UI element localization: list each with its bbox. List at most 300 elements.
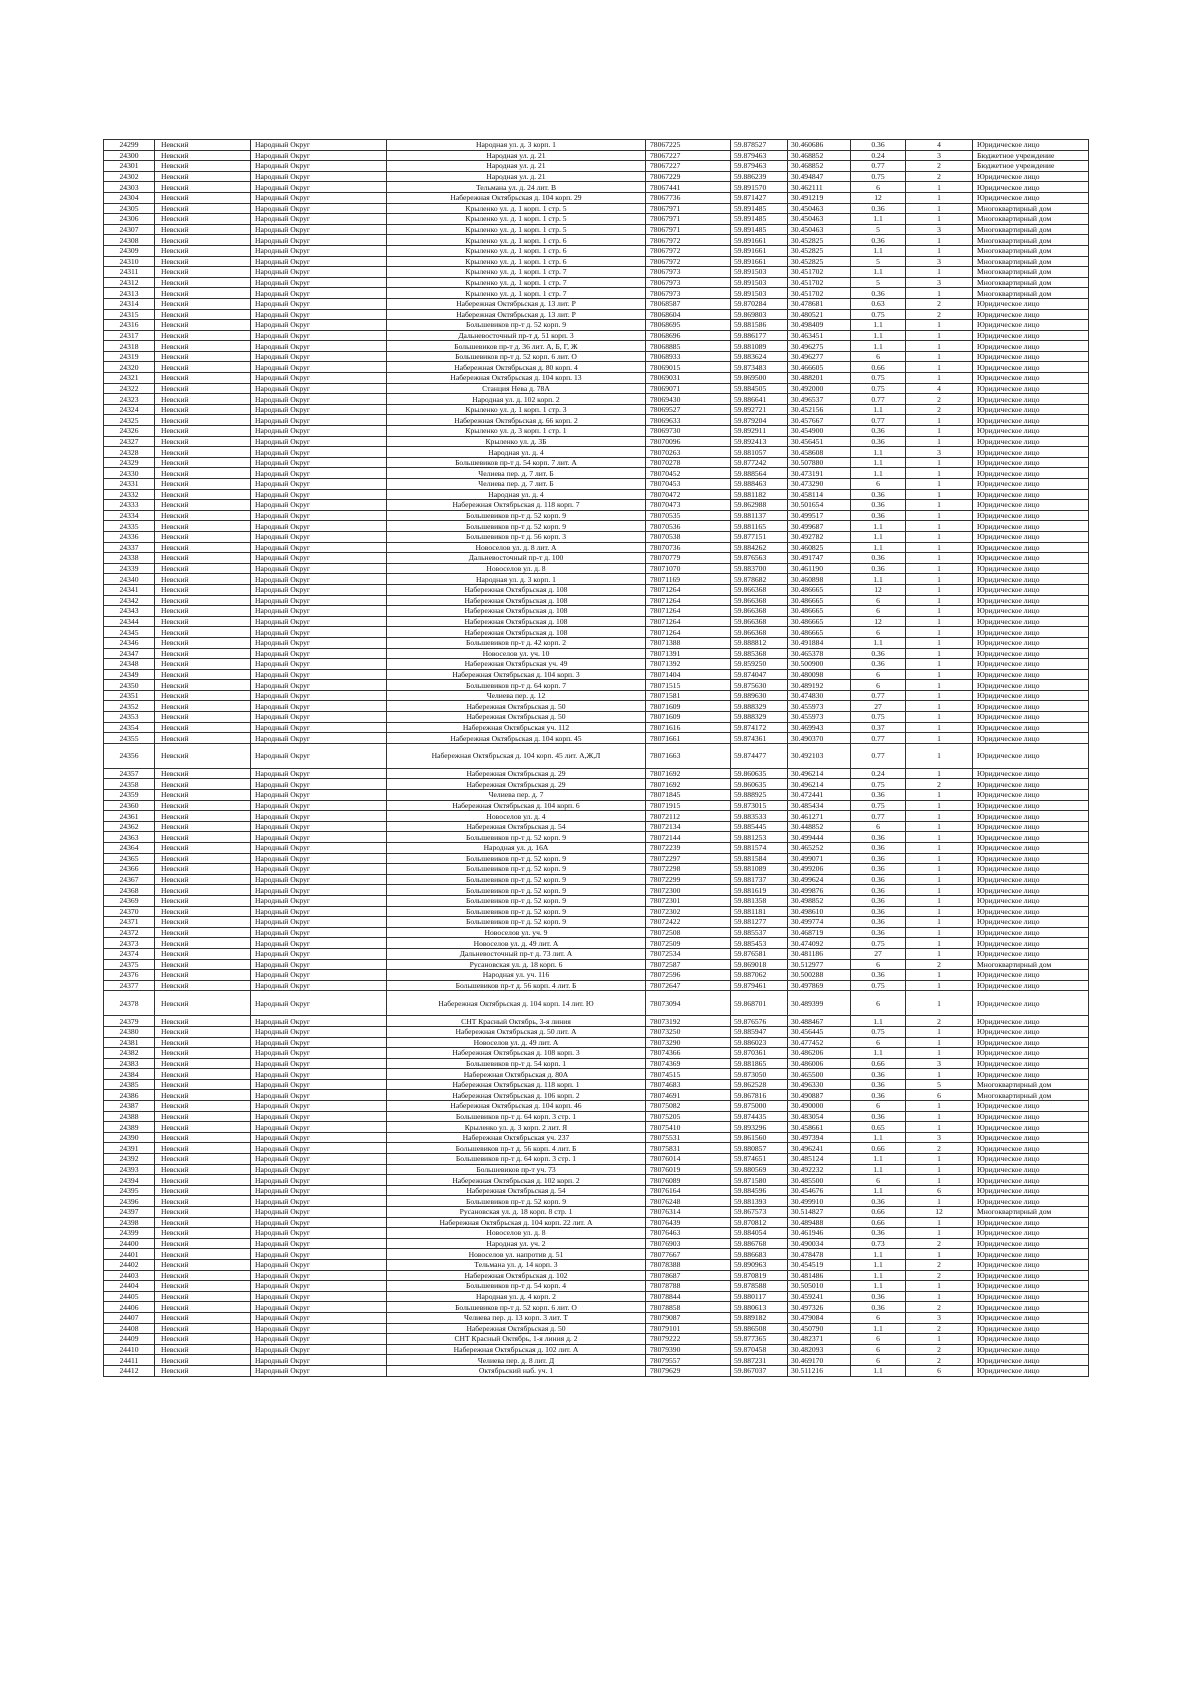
row-number: 24311: [104, 267, 155, 278]
district-cell: Невский: [155, 574, 251, 585]
value-cell: 0.36: [851, 864, 906, 875]
object-code-cell: 78071169: [646, 574, 731, 585]
count-cell: 1: [906, 821, 973, 832]
value-cell: 6: [851, 595, 906, 606]
count-cell: 2: [906, 404, 973, 415]
latitude-cell: 59.885537: [731, 927, 788, 938]
district-cell: Невский: [155, 1302, 251, 1313]
district-cell: Невский: [155, 510, 251, 521]
latitude-cell: 59.871580: [731, 1175, 788, 1186]
district-cell: Невский: [155, 1196, 251, 1207]
count-cell: 2: [906, 161, 973, 172]
owner-type-cell: Бюджетное учреждение: [973, 150, 1089, 161]
address-cell: Новоселов ул. уч. 9: [387, 927, 646, 938]
value-cell: 0.36: [851, 436, 906, 447]
address-cell: Большевиков пр-т д. 52 корп. 6 лит. О: [387, 351, 646, 362]
district-cell: Невский: [155, 885, 251, 896]
table-row: [104, 1026, 1089, 1037]
district-cell: Невский: [155, 309, 251, 320]
row-number: 24305: [104, 203, 155, 214]
municipal-district-cell: Народный Округ: [251, 1111, 387, 1122]
table-row: [104, 1016, 1089, 1027]
longitude-cell: 30.468852: [788, 161, 851, 172]
longitude-cell: 30.448852: [788, 821, 851, 832]
object-code-cell: 78076019: [646, 1164, 731, 1175]
value-cell: 1.1: [851, 1270, 906, 1281]
count-cell: 12: [906, 1207, 973, 1218]
object-code-cell: 78071264: [646, 616, 731, 627]
latitude-cell: 59.866368: [731, 627, 788, 638]
district-cell: Невский: [155, 1037, 251, 1048]
owner-type-cell: Юридическое лицо: [973, 616, 1089, 627]
longitude-cell: 30.497394: [788, 1132, 851, 1143]
municipal-district-cell: Народный Округ: [251, 298, 387, 309]
table-row: [104, 811, 1089, 822]
municipal-district-cell: Народный Округ: [251, 330, 387, 341]
table-row: [104, 1132, 1089, 1143]
owner-type-cell: Юридическое лицо: [973, 1281, 1089, 1292]
object-code-cell: 78072587: [646, 959, 731, 970]
district-cell: Невский: [155, 906, 251, 917]
table-row: [104, 468, 1089, 479]
address-cell: Набережная Октябрьская д. 80 корп. 4: [387, 362, 646, 373]
table-row: [104, 553, 1089, 564]
count-cell: 1: [906, 790, 973, 801]
owner-type-cell: Юридическое лицо: [973, 627, 1089, 638]
municipal-district-cell: Народный Округ: [251, 510, 387, 521]
longitude-cell: 30.473290: [788, 479, 851, 490]
table-row: [104, 1312, 1089, 1323]
address-cell: Большевиков пр-т д. 52 корп. 9: [387, 917, 646, 928]
latitude-cell: 59.881165: [731, 521, 788, 532]
district-cell: Невский: [155, 351, 251, 362]
owner-type-cell: Многоквартирный дом: [973, 245, 1089, 256]
owner-type-cell: Юридическое лицо: [973, 330, 1089, 341]
count-cell: 2: [906, 1270, 973, 1281]
municipal-district-cell: Народный Округ: [251, 150, 387, 161]
value-cell: 0.36: [851, 140, 906, 151]
owner-type-cell: Юридическое лицо: [973, 1164, 1089, 1175]
latitude-cell: 59.885453: [731, 938, 788, 949]
table-row: [104, 595, 1089, 606]
table-row: [104, 938, 1089, 949]
latitude-cell: 59.870284: [731, 298, 788, 309]
count-cell: 2: [906, 171, 973, 182]
data-table: [103, 139, 1089, 1377]
district-cell: Невский: [155, 298, 251, 309]
district-cell: Невский: [155, 1016, 251, 1027]
latitude-cell: 59.880569: [731, 1164, 788, 1175]
count-cell: 1: [906, 853, 973, 864]
object-code-cell: 78070453: [646, 479, 731, 490]
municipal-district-cell: Народный Округ: [251, 224, 387, 235]
owner-type-cell: Многоквартирный дом: [973, 203, 1089, 214]
latitude-cell: 59.880857: [731, 1143, 788, 1154]
address-cell: Набережная Октябрьская д. 108: [387, 595, 646, 606]
latitude-cell: 59.875630: [731, 680, 788, 691]
value-cell: 5: [851, 256, 906, 267]
longitude-cell: 30.450463: [788, 214, 851, 225]
row-number: 24407: [104, 1312, 155, 1323]
row-number: 24324: [104, 404, 155, 415]
address-cell: Крыленко ул. д. 1 корп. 1 стр. 5: [387, 214, 646, 225]
value-cell: 6: [851, 1312, 906, 1323]
row-number: 24343: [104, 606, 155, 617]
owner-type-cell: Юридическое лицо: [973, 701, 1089, 712]
value-cell: 6: [851, 606, 906, 617]
object-code-cell: 78067972: [646, 256, 731, 267]
longitude-cell: 30.499910: [788, 1196, 851, 1207]
longitude-cell: 30.460825: [788, 542, 851, 553]
address-cell: Большевиков пр-т д. 52 корп. 6 лит. О: [387, 1302, 646, 1313]
latitude-cell: 59.873483: [731, 362, 788, 373]
longitude-cell: 30.461190: [788, 563, 851, 574]
count-cell: 1: [906, 373, 973, 384]
district-cell: Невский: [155, 479, 251, 490]
longitude-cell: 30.490034: [788, 1238, 851, 1249]
address-cell: Крыленко ул. д. 3 корп. 1 стр. 1: [387, 426, 646, 437]
district-cell: Невский: [155, 489, 251, 500]
longitude-cell: 30.461946: [788, 1228, 851, 1239]
municipal-district-cell: Народный Округ: [251, 906, 387, 917]
municipal-district-cell: Народный Округ: [251, 1090, 387, 1101]
object-code-cell: 78070472: [646, 489, 731, 500]
district-cell: Невский: [155, 606, 251, 617]
municipal-district-cell: Народный Округ: [251, 584, 387, 595]
district-cell: Невский: [155, 970, 251, 981]
owner-type-cell: Юридическое лицо: [973, 510, 1089, 521]
table-row: [104, 991, 1089, 1016]
table-row: [104, 1175, 1089, 1186]
longitude-cell: 30.511216: [788, 1365, 851, 1376]
owner-type-cell: Юридическое лицо: [973, 690, 1089, 701]
table-row: [104, 948, 1089, 959]
object-code-cell: 78070536: [646, 521, 731, 532]
owner-type-cell: Бюджетное учреждение: [973, 161, 1089, 172]
district-cell: Невский: [155, 267, 251, 278]
owner-type-cell: Юридическое лицо: [973, 927, 1089, 938]
longitude-cell: 30.486665: [788, 595, 851, 606]
value-cell: 0.36: [851, 553, 906, 564]
owner-type-cell: Юридическое лицо: [973, 298, 1089, 309]
latitude-cell: 59.874047: [731, 669, 788, 680]
longitude-cell: 30.468852: [788, 150, 851, 161]
district-cell: Невский: [155, 1111, 251, 1122]
owner-type-cell: Юридическое лицо: [973, 790, 1089, 801]
municipal-district-cell: Народный Округ: [251, 1037, 387, 1048]
address-cell: Дальневосточный пр-т д. 73 лит. А: [387, 948, 646, 959]
municipal-district-cell: Народный Округ: [251, 832, 387, 843]
municipal-district-cell: Народный Округ: [251, 874, 387, 885]
value-cell: 1.1: [851, 1164, 906, 1175]
owner-type-cell: Юридическое лицо: [973, 895, 1089, 906]
row-number: 24367: [104, 874, 155, 885]
longitude-cell: 30.479084: [788, 1312, 851, 1323]
table-row: [104, 1344, 1089, 1355]
count-cell: 1: [906, 288, 973, 299]
row-number: 24333: [104, 500, 155, 511]
municipal-district-cell: Народный Округ: [251, 436, 387, 447]
longitude-cell: 30.498852: [788, 895, 851, 906]
value-cell: 0.77: [851, 743, 906, 768]
owner-type-cell: Юридическое лицо: [973, 320, 1089, 331]
value-cell: 0.36: [851, 832, 906, 843]
district-cell: Невский: [155, 500, 251, 511]
count-cell: 1: [906, 192, 973, 203]
table-row: [104, 394, 1089, 405]
latitude-cell: 59.876563: [731, 553, 788, 564]
object-code-cell: 78071264: [646, 584, 731, 595]
owner-type-cell: Юридическое лицо: [973, 404, 1089, 415]
row-number: 24393: [104, 1164, 155, 1175]
row-number: 24408: [104, 1323, 155, 1334]
row-number: 24404: [104, 1281, 155, 1292]
table-row: [104, 192, 1089, 203]
count-cell: 1: [906, 991, 973, 1016]
district-cell: Невский: [155, 1365, 251, 1376]
longitude-cell: 30.498610: [788, 906, 851, 917]
count-cell: 2: [906, 394, 973, 405]
row-number: 24382: [104, 1048, 155, 1059]
count-cell: 1: [906, 203, 973, 214]
object-code-cell: 78076439: [646, 1217, 731, 1228]
object-code-cell: 78078788: [646, 1281, 731, 1292]
municipal-district-cell: Народный Округ: [251, 1249, 387, 1260]
longitude-cell: 30.499876: [788, 885, 851, 896]
object-code-cell: 78069031: [646, 373, 731, 384]
owner-type-cell: Юридическое лицо: [973, 733, 1089, 744]
district-cell: Невский: [155, 404, 251, 415]
address-cell: Челиева пер. д. 7 лит. Б: [387, 479, 646, 490]
owner-type-cell: Юридическое лицо: [973, 1154, 1089, 1165]
count-cell: 2: [906, 1143, 973, 1154]
object-code-cell: 78072299: [646, 874, 731, 885]
count-cell: 1: [906, 906, 973, 917]
address-cell: Челиева пер. д. 8 лит. Д: [387, 1355, 646, 1366]
count-cell: 3: [906, 256, 973, 267]
longitude-cell: 30.466605: [788, 362, 851, 373]
district-cell: Невский: [155, 821, 251, 832]
address-cell: Большевиков пр-т д. 52 корп. 9: [387, 853, 646, 864]
latitude-cell: 59.881619: [731, 885, 788, 896]
municipal-district-cell: Народный Округ: [251, 970, 387, 981]
table-row: [104, 489, 1089, 500]
count-cell: 6: [906, 1185, 973, 1196]
address-cell: Большевиков пр-т д. 52 корп. 9: [387, 510, 646, 521]
object-code-cell: 78073094: [646, 991, 731, 1016]
district-cell: Невский: [155, 648, 251, 659]
longitude-cell: 30.465252: [788, 843, 851, 854]
district-cell: Невский: [155, 680, 251, 691]
longitude-cell: 30.480098: [788, 669, 851, 680]
object-code-cell: 78070278: [646, 457, 731, 468]
latitude-cell: 59.877365: [731, 1334, 788, 1345]
value-cell: 1.1: [851, 1249, 906, 1260]
district-cell: Невский: [155, 712, 251, 723]
owner-type-cell: Юридическое лицо: [973, 680, 1089, 691]
municipal-district-cell: Народный Округ: [251, 927, 387, 938]
object-code-cell: 78075531: [646, 1132, 731, 1143]
municipal-district-cell: Народный Округ: [251, 690, 387, 701]
owner-type-cell: Юридическое лицо: [973, 1069, 1089, 1080]
municipal-district-cell: Народный Округ: [251, 341, 387, 352]
object-code-cell: 78074515: [646, 1069, 731, 1080]
district-cell: Невский: [155, 1344, 251, 1355]
owner-type-cell: Многоквартирный дом: [973, 235, 1089, 246]
municipal-district-cell: Народный Округ: [251, 1217, 387, 1228]
object-code-cell: 78071845: [646, 790, 731, 801]
longitude-cell: 30.491884: [788, 637, 851, 648]
table-row: [104, 309, 1089, 320]
value-cell: 12: [851, 584, 906, 595]
latitude-cell: 59.881358: [731, 895, 788, 906]
latitude-cell: 59.891503: [731, 267, 788, 278]
municipal-district-cell: Народный Округ: [251, 821, 387, 832]
latitude-cell: 59.868701: [731, 991, 788, 1016]
owner-type-cell: Юридическое лицо: [973, 843, 1089, 854]
latitude-cell: 59.871427: [731, 192, 788, 203]
owner-type-cell: Юридическое лицо: [973, 182, 1089, 193]
address-cell: Русановская ул. д. 18 корп. 8 стр. 1: [387, 1207, 646, 1218]
address-cell: Набережная Октябрьская д. 102 лит. А: [387, 1344, 646, 1355]
object-code-cell: 78072508: [646, 927, 731, 938]
latitude-cell: 59.887062: [731, 970, 788, 981]
address-cell: Набережная Октябрьская д. 50: [387, 1323, 646, 1334]
longitude-cell: 30.451702: [788, 267, 851, 278]
row-number: 24342: [104, 595, 155, 606]
district-cell: Невский: [155, 616, 251, 627]
district-cell: Невский: [155, 1154, 251, 1165]
latitude-cell: 59.886177: [731, 330, 788, 341]
owner-type-cell: Юридическое лицо: [973, 383, 1089, 394]
object-code-cell: 78069527: [646, 404, 731, 415]
row-number: 24359: [104, 790, 155, 801]
district-cell: Невский: [155, 1238, 251, 1249]
value-cell: 0.77: [851, 161, 906, 172]
address-cell: Набережная Октябрьская уч. 237: [387, 1132, 646, 1143]
address-cell: Большевиков пр-т д. 36 лит. А, Б, Г, Ж: [387, 341, 646, 352]
municipal-district-cell: Народный Округ: [251, 553, 387, 564]
longitude-cell: 30.492000: [788, 383, 851, 394]
value-cell: 0.36: [851, 1228, 906, 1239]
object-code-cell: 78078844: [646, 1291, 731, 1302]
object-code-cell: 78071663: [646, 743, 731, 768]
value-cell: 0.36: [851, 659, 906, 670]
object-code-cell: 78072300: [646, 885, 731, 896]
longitude-cell: 30.494847: [788, 171, 851, 182]
municipal-district-cell: Народный Округ: [251, 1259, 387, 1270]
owner-type-cell: Юридическое лицо: [973, 1026, 1089, 1037]
count-cell: 1: [906, 330, 973, 341]
longitude-cell: 30.469943: [788, 722, 851, 733]
district-cell: Невский: [155, 235, 251, 246]
address-cell: Русановская ул. д. 18 корп. 6: [387, 959, 646, 970]
object-code-cell: 78073250: [646, 1026, 731, 1037]
row-number: 24375: [104, 959, 155, 970]
district-cell: Невский: [155, 161, 251, 172]
table-row: [104, 1365, 1089, 1376]
row-number: 24369: [104, 895, 155, 906]
row-number: 24304: [104, 192, 155, 203]
count-cell: 1: [906, 980, 973, 991]
row-number: 24389: [104, 1122, 155, 1133]
latitude-cell: 59.891485: [731, 224, 788, 235]
value-cell: 6: [851, 1175, 906, 1186]
row-number: 24385: [104, 1079, 155, 1090]
latitude-cell: 59.884505: [731, 383, 788, 394]
district-cell: Невский: [155, 224, 251, 235]
count-cell: 1: [906, 606, 973, 617]
owner-type-cell: Юридическое лицо: [973, 743, 1089, 768]
object-code-cell: 78067225: [646, 140, 731, 151]
address-cell: Набережная Октябрьская д. 104 корп. 6: [387, 800, 646, 811]
table-row: [104, 1355, 1089, 1366]
table-row: [104, 637, 1089, 648]
value-cell: 1.1: [851, 531, 906, 542]
latitude-cell: 59.881137: [731, 510, 788, 521]
latitude-cell: 59.867816: [731, 1090, 788, 1101]
latitude-cell: 59.867573: [731, 1207, 788, 1218]
district-cell: Невский: [155, 659, 251, 670]
municipal-district-cell: Народный Округ: [251, 171, 387, 182]
table-row: [104, 627, 1089, 638]
value-cell: 0.36: [851, 648, 906, 659]
object-code-cell: 78071391: [646, 648, 731, 659]
object-code-cell: 78076314: [646, 1207, 731, 1218]
row-number: 24327: [104, 436, 155, 447]
value-cell: 0.66: [851, 1058, 906, 1069]
municipal-district-cell: Народный Округ: [251, 1026, 387, 1037]
row-number: 24355: [104, 733, 155, 744]
owner-type-cell: Юридическое лицо: [973, 373, 1089, 384]
address-cell: Большевиков пр-т д. 64 корп. 7: [387, 680, 646, 691]
object-code-cell: 78079557: [646, 1355, 731, 1366]
longitude-cell: 30.481186: [788, 948, 851, 959]
municipal-district-cell: Народный Округ: [251, 1048, 387, 1059]
count-cell: 1: [906, 595, 973, 606]
district-cell: Невский: [155, 948, 251, 959]
district-cell: Невский: [155, 733, 251, 744]
count-cell: 1: [906, 885, 973, 896]
count-cell: 1: [906, 436, 973, 447]
object-code-cell: 78067973: [646, 288, 731, 299]
address-cell: Большевиков пр-т д. 52 корп. 9: [387, 885, 646, 896]
count-cell: 1: [906, 1069, 973, 1080]
municipal-district-cell: Народный Округ: [251, 853, 387, 864]
district-cell: Невский: [155, 214, 251, 225]
municipal-district-cell: Народный Округ: [251, 1101, 387, 1112]
count-cell: 1: [906, 768, 973, 779]
count-cell: 6: [906, 1090, 973, 1101]
latitude-cell: 59.883700: [731, 563, 788, 574]
count-cell: 1: [906, 510, 973, 521]
owner-type-cell: Юридическое лицо: [973, 659, 1089, 670]
value-cell: 0.75: [851, 309, 906, 320]
address-cell: Набережная Октябрьская д. 50: [387, 701, 646, 712]
table-row: [104, 1217, 1089, 1228]
count-cell: 1: [906, 680, 973, 691]
municipal-district-cell: Народный Округ: [251, 415, 387, 426]
latitude-cell: 59.880613: [731, 1302, 788, 1313]
address-cell: Челиева пер. д. 7: [387, 790, 646, 801]
address-cell: Челиева пер. д. 12: [387, 690, 646, 701]
value-cell: 6: [851, 1334, 906, 1345]
table-row: [104, 690, 1089, 701]
longitude-cell: 30.496275: [788, 341, 851, 352]
longitude-cell: 30.499624: [788, 874, 851, 885]
longitude-cell: 30.454676: [788, 1185, 851, 1196]
table-row: [104, 669, 1089, 680]
